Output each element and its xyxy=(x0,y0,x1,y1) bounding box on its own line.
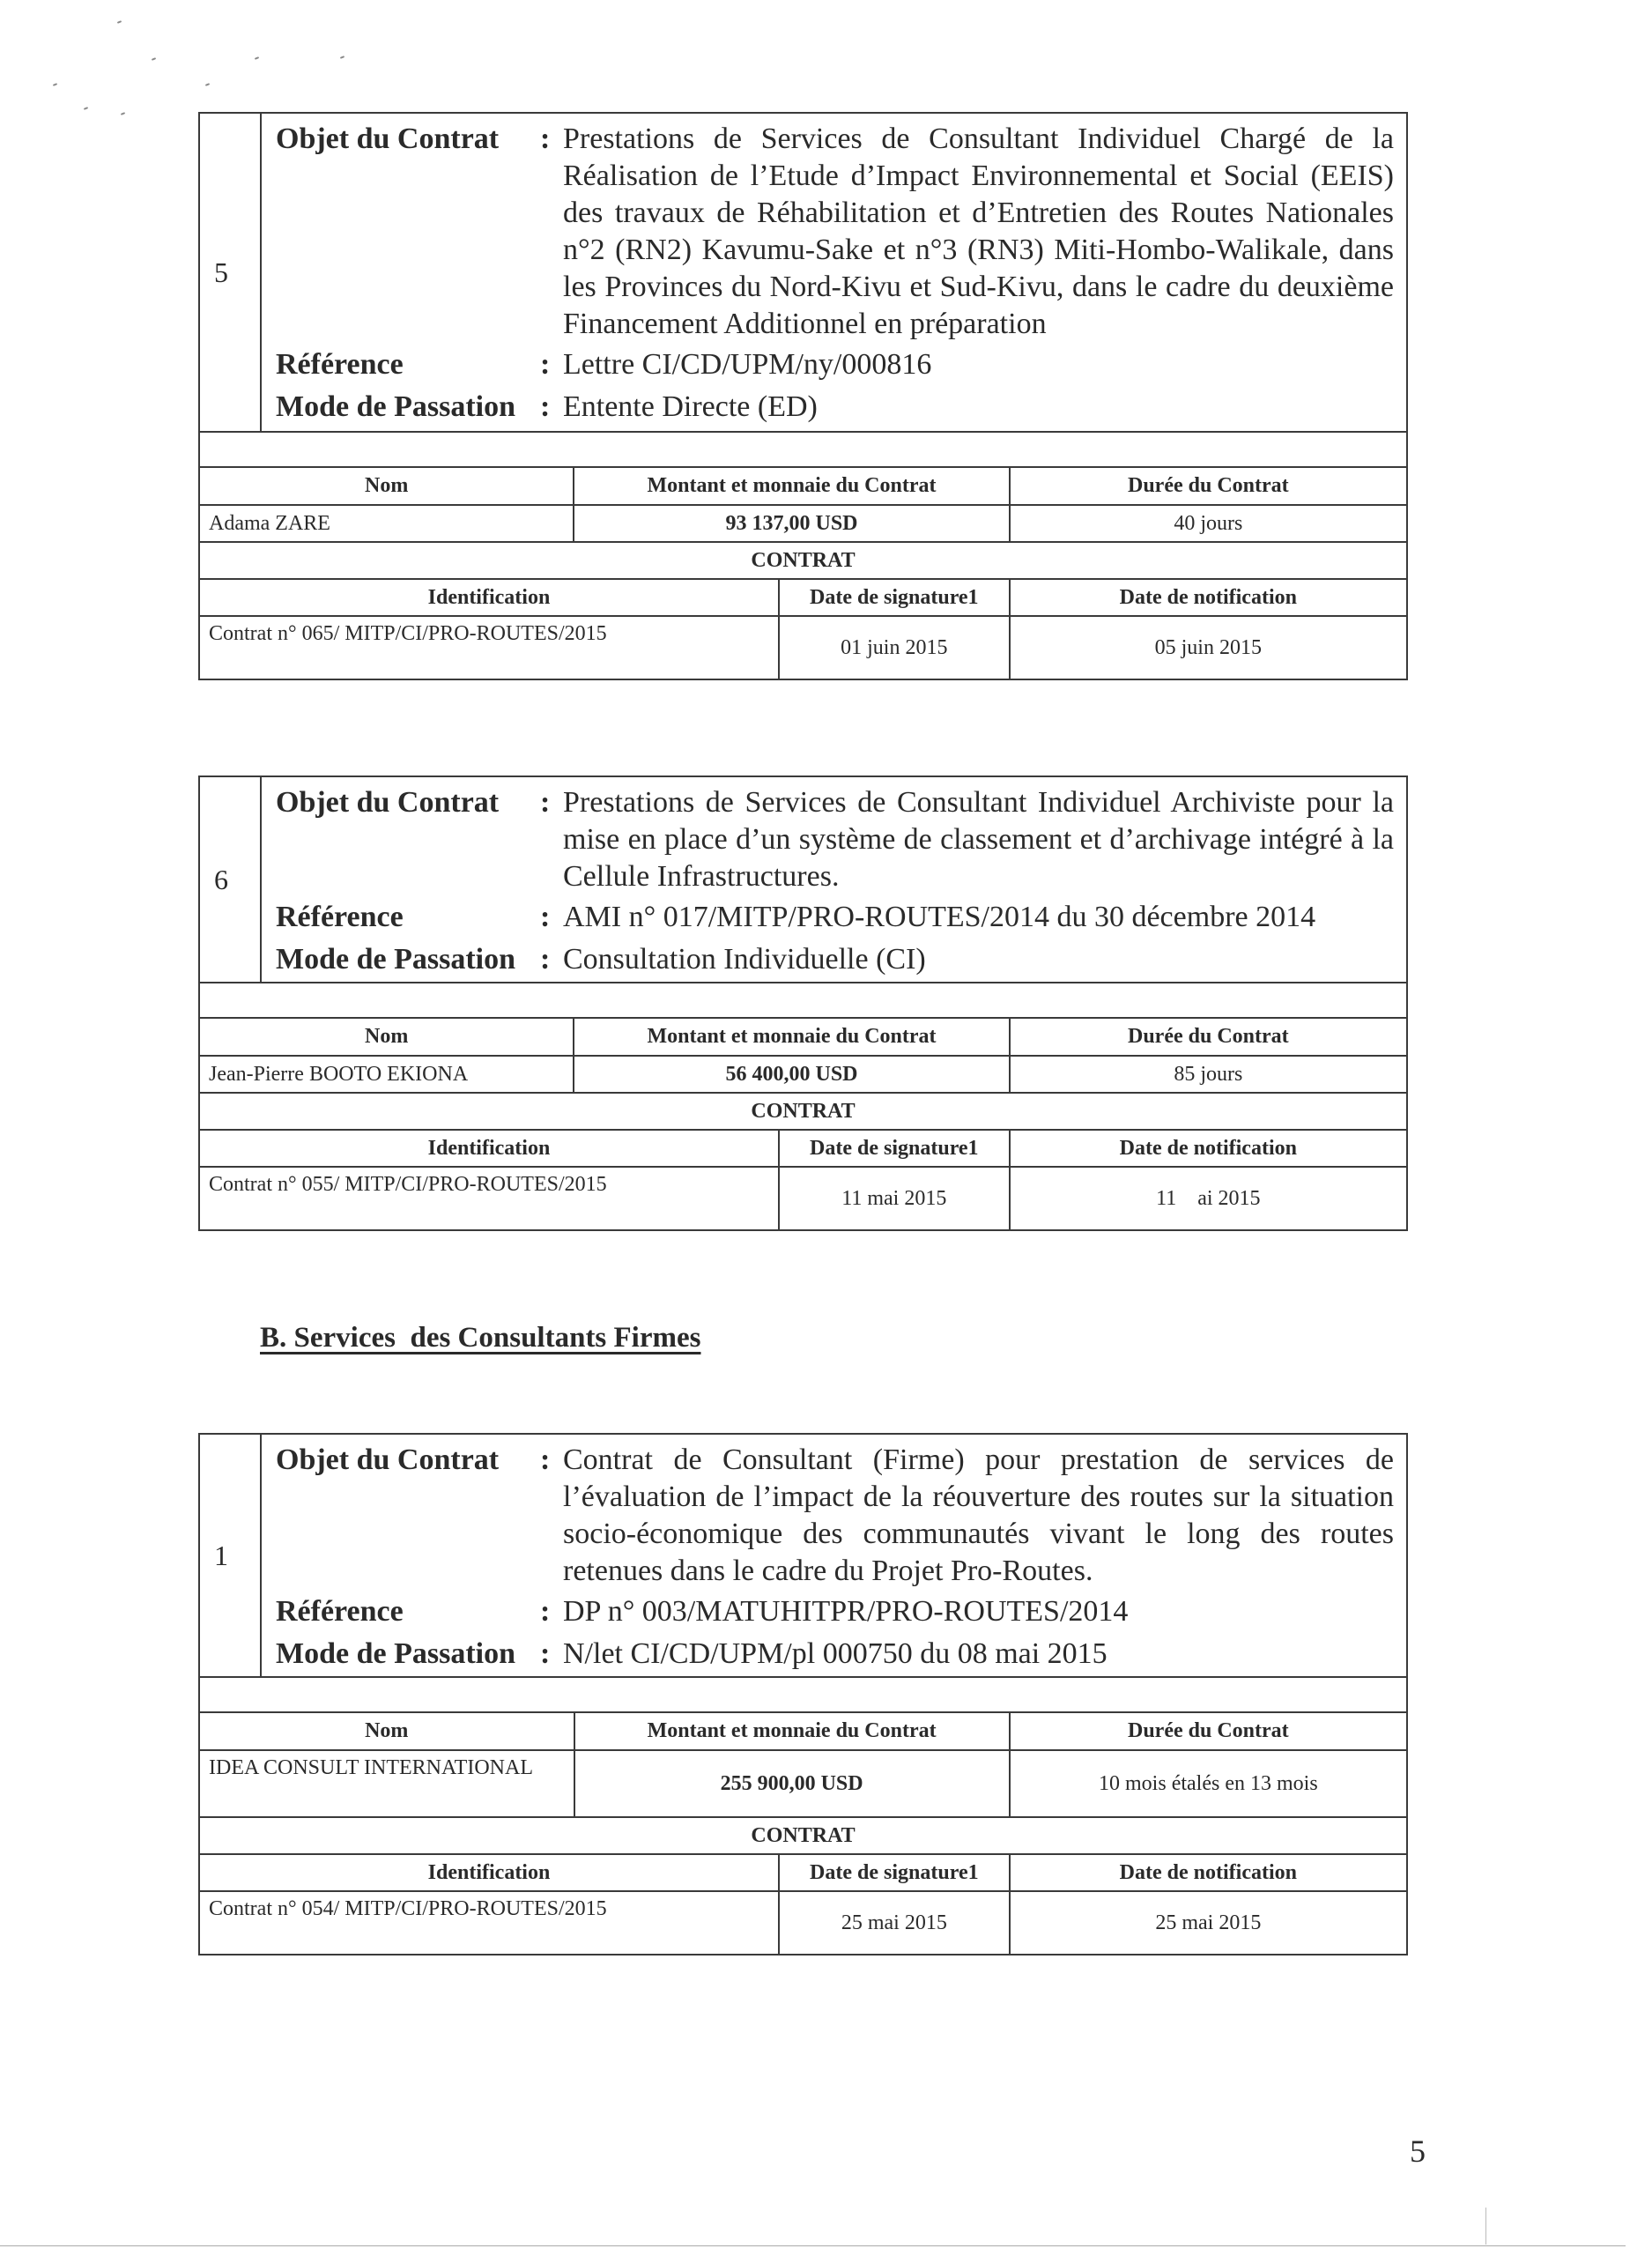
contractor-name: Adama ZARE xyxy=(199,505,574,542)
objet-label: Objet du Contrat xyxy=(276,1443,500,1476)
scan-speck xyxy=(84,107,88,110)
contract-entry xyxy=(198,776,1408,1231)
page-bottom-edge xyxy=(0,2245,1626,2246)
date-notification: 05 juin 2015 xyxy=(1010,616,1407,679)
contract-identification: Contrat n° 054/ MITP/CI/PRO-ROUTES/2015 xyxy=(199,1891,779,1955)
mode-label: Mode de Passation xyxy=(276,943,515,976)
mode-label: Mode de Passation xyxy=(276,390,515,423)
reference-label: Référence xyxy=(276,1595,404,1628)
header-identification: Identification xyxy=(199,1130,779,1167)
contrat-heading: CONTRAT xyxy=(199,1093,1407,1130)
objet-row: Objet du Contrat : Contrat de Consultant (Firme) pour prestation de services de l’évaluation de l’impact de la réouverture des routes sur la situation socio-économique des communautés vivant le long des routes retenues dans le cadre du Projet Pro-Routes. xyxy=(276,1442,1394,1590)
mode-value: Consultation Individuelle (CI) xyxy=(563,943,926,976)
header-montant: Montant et monnaie du Contrat xyxy=(574,468,1009,505)
contract-details-table xyxy=(198,1713,1408,1955)
header-montant: Montant et monnaie du Contrat xyxy=(574,1713,1010,1750)
date-notification: 25 mai 2015 xyxy=(1010,1891,1407,1955)
spacer-row xyxy=(198,433,1408,468)
scan-speck xyxy=(340,56,344,59)
contract-duration: 85 jours xyxy=(1010,1056,1407,1093)
reference-value: AMI n° 017/MITP/PRO-ROUTES/2014 du 30 décembre 2014 xyxy=(563,901,1316,933)
contract-amount: 56 400,00 USD xyxy=(574,1056,1009,1093)
spacer-row xyxy=(198,1678,1408,1713)
contract-duration: 10 mois étalés en 13 mois xyxy=(1010,1750,1407,1817)
reference-value: DP n° 003/MATUHITPR/PRO-ROUTES/2014 xyxy=(563,1595,1129,1628)
scan-speck xyxy=(152,57,156,61)
header-nom: Nom xyxy=(199,468,574,505)
contract-duration: 40 jours xyxy=(1010,505,1407,542)
scan-speck xyxy=(255,56,259,60)
header-date-notification: Date de notification xyxy=(1010,579,1407,616)
header-nom: Nom xyxy=(199,1713,574,1750)
scan-speck xyxy=(53,83,57,86)
reference-label: Référence xyxy=(276,901,404,933)
reference-label: Référence xyxy=(276,348,404,381)
objet-row: Objet du Contrat : Prestations de Services de Consultant Individuel Archiviste pour la mise en place d’un système de classement et d’archivage intégré à la Cellule Infrastructures. xyxy=(276,784,1394,895)
scan-speck xyxy=(205,83,210,86)
header-duree: Durée du Contrat xyxy=(1010,1019,1407,1056)
objet-row: Objet du Contrat : Prestations de Services de Consultant Individuel Chargé de la Réalisation de l’Etude d’Impact Environnemental et Social (EEIS) des travaux de Réhabilitation et d’Entretien des Routes Nationales n°2 (RN2) Kavumu-Sake et n°3 (RN3) Miti-Hombo-Walikale, dans les Provinces du Nord-Kivu et Sud-Kivu, dans le cadre du deuxième Financement Additionnel en préparation xyxy=(276,121,1394,343)
objet-value: Prestations de Services de Consultant Individuel Archiviste pour la mise en place d’un système de classement et d’archivage intégré à la Cellule Infrastructures. xyxy=(563,786,1394,893)
header-date-signature: Date de signature1 xyxy=(779,1130,1010,1167)
header-date-signature: Date de signature1 xyxy=(779,1854,1010,1891)
header-duree: Durée du Contrat xyxy=(1010,468,1407,505)
contract-summary-box xyxy=(198,112,1408,433)
header-date-signature: Date de signature1 xyxy=(779,579,1010,616)
reference-row: Référence : DP n° 003/MATUHITPR/PRO-ROUTES/2014 xyxy=(276,1593,1394,1630)
mode-row: Mode de Passation : Consultation Individuelle (CI) xyxy=(276,941,1394,978)
header-montant: Montant et monnaie du Contrat xyxy=(574,1019,1009,1056)
contract-identification: Contrat n° 055/ MITP/CI/PRO-ROUTES/2015 xyxy=(199,1167,779,1230)
header-nom: Nom xyxy=(199,1019,574,1056)
contrat-heading: CONTRAT xyxy=(199,1817,1407,1854)
contrat-heading: CONTRAT xyxy=(199,542,1407,579)
contract-amount: 255 900,00 USD xyxy=(574,1750,1010,1817)
objet-label: Objet du Contrat xyxy=(276,786,500,819)
scan-speck xyxy=(117,20,122,24)
entry-number: 5 xyxy=(200,114,262,431)
margin-mark xyxy=(1485,2208,1486,2245)
contract-details-table xyxy=(198,468,1408,680)
header-date-notification: Date de notification xyxy=(1010,1130,1407,1167)
contract-summary-box xyxy=(198,776,1408,983)
header-identification: Identification xyxy=(199,579,779,616)
date-signature: 01 juin 2015 xyxy=(779,616,1010,679)
section-heading: B. Services des Consultants Firmes xyxy=(260,1322,701,1354)
objet-value: Contrat de Consultant (Firme) pour prestation de services de l’évaluation de l’impact de la réouverture des routes sur la situation socio-économique des communautés vivant le long des routes retenues dans le cadre du Projet Pro-Routes. xyxy=(563,1443,1394,1587)
contract-amount: 93 137,00 USD xyxy=(574,505,1009,542)
mode-value: Entente Directe (ED) xyxy=(563,390,818,423)
mode-value: N/let CI/CD/UPM/pl 000750 du 08 mai 2015 xyxy=(563,1637,1108,1670)
contract-entry xyxy=(198,1433,1408,1955)
contract-entry xyxy=(198,112,1408,680)
entry-number: 1 xyxy=(200,1435,262,1676)
objet-label: Objet du Contrat xyxy=(276,122,500,155)
date-signature: 11 mai 2015 xyxy=(779,1167,1010,1230)
entry-number: 6 xyxy=(200,777,262,982)
contract-identification: Contrat n° 065/ MITP/CI/PRO-ROUTES/2015 xyxy=(199,616,779,679)
header-date-notification: Date de notification xyxy=(1010,1854,1407,1891)
page-number: 5 xyxy=(1410,2134,1426,2169)
reference-row: Référence : AMI n° 017/MITP/PRO-ROUTES/2014 du 30 décembre 2014 xyxy=(276,899,1394,936)
header-duree: Durée du Contrat xyxy=(1010,1713,1407,1750)
scan-speck xyxy=(121,112,125,115)
mode-row: Mode de Passation : N/let CI/CD/UPM/pl 000750 du 08 mai 2015 xyxy=(276,1636,1394,1673)
reference-value: Lettre CI/CD/UPM/ny/000816 xyxy=(563,348,932,381)
reference-row: Référence : Lettre CI/CD/UPM/ny/000816 xyxy=(276,346,1394,383)
mode-label: Mode de Passation xyxy=(276,1637,515,1670)
contract-summary-box xyxy=(198,1433,1408,1678)
header-identification: Identification xyxy=(199,1854,779,1891)
contractor-name: Jean-Pierre BOOTO EKIONA xyxy=(199,1056,574,1093)
objet-value: Prestations de Services de Consultant Individuel Chargé de la Réalisation de l’Etude d’Impact Environnemental et Social (EEIS) des travaux de Réhabilitation et d’Entretien des Routes Nationales n°2 (RN2) Kavumu-Sake et n°3 (RN3) Miti-Hombo-Walikale, dans les Provinces du Nord-Kivu et Sud-Kivu, dans le cadre du deuxième Financement Additionnel en préparation xyxy=(563,122,1394,340)
contractor-name: IDEA CONSULT INTERNATIONAL xyxy=(199,1750,574,1817)
date-signature: 25 mai 2015 xyxy=(779,1891,1010,1955)
contract-details-table xyxy=(198,1019,1408,1231)
spacer-row xyxy=(198,983,1408,1019)
mode-row: Mode de Passation : Entente Directe (ED) xyxy=(276,389,1394,426)
date-notification: 11 ai 2015 xyxy=(1010,1167,1407,1230)
